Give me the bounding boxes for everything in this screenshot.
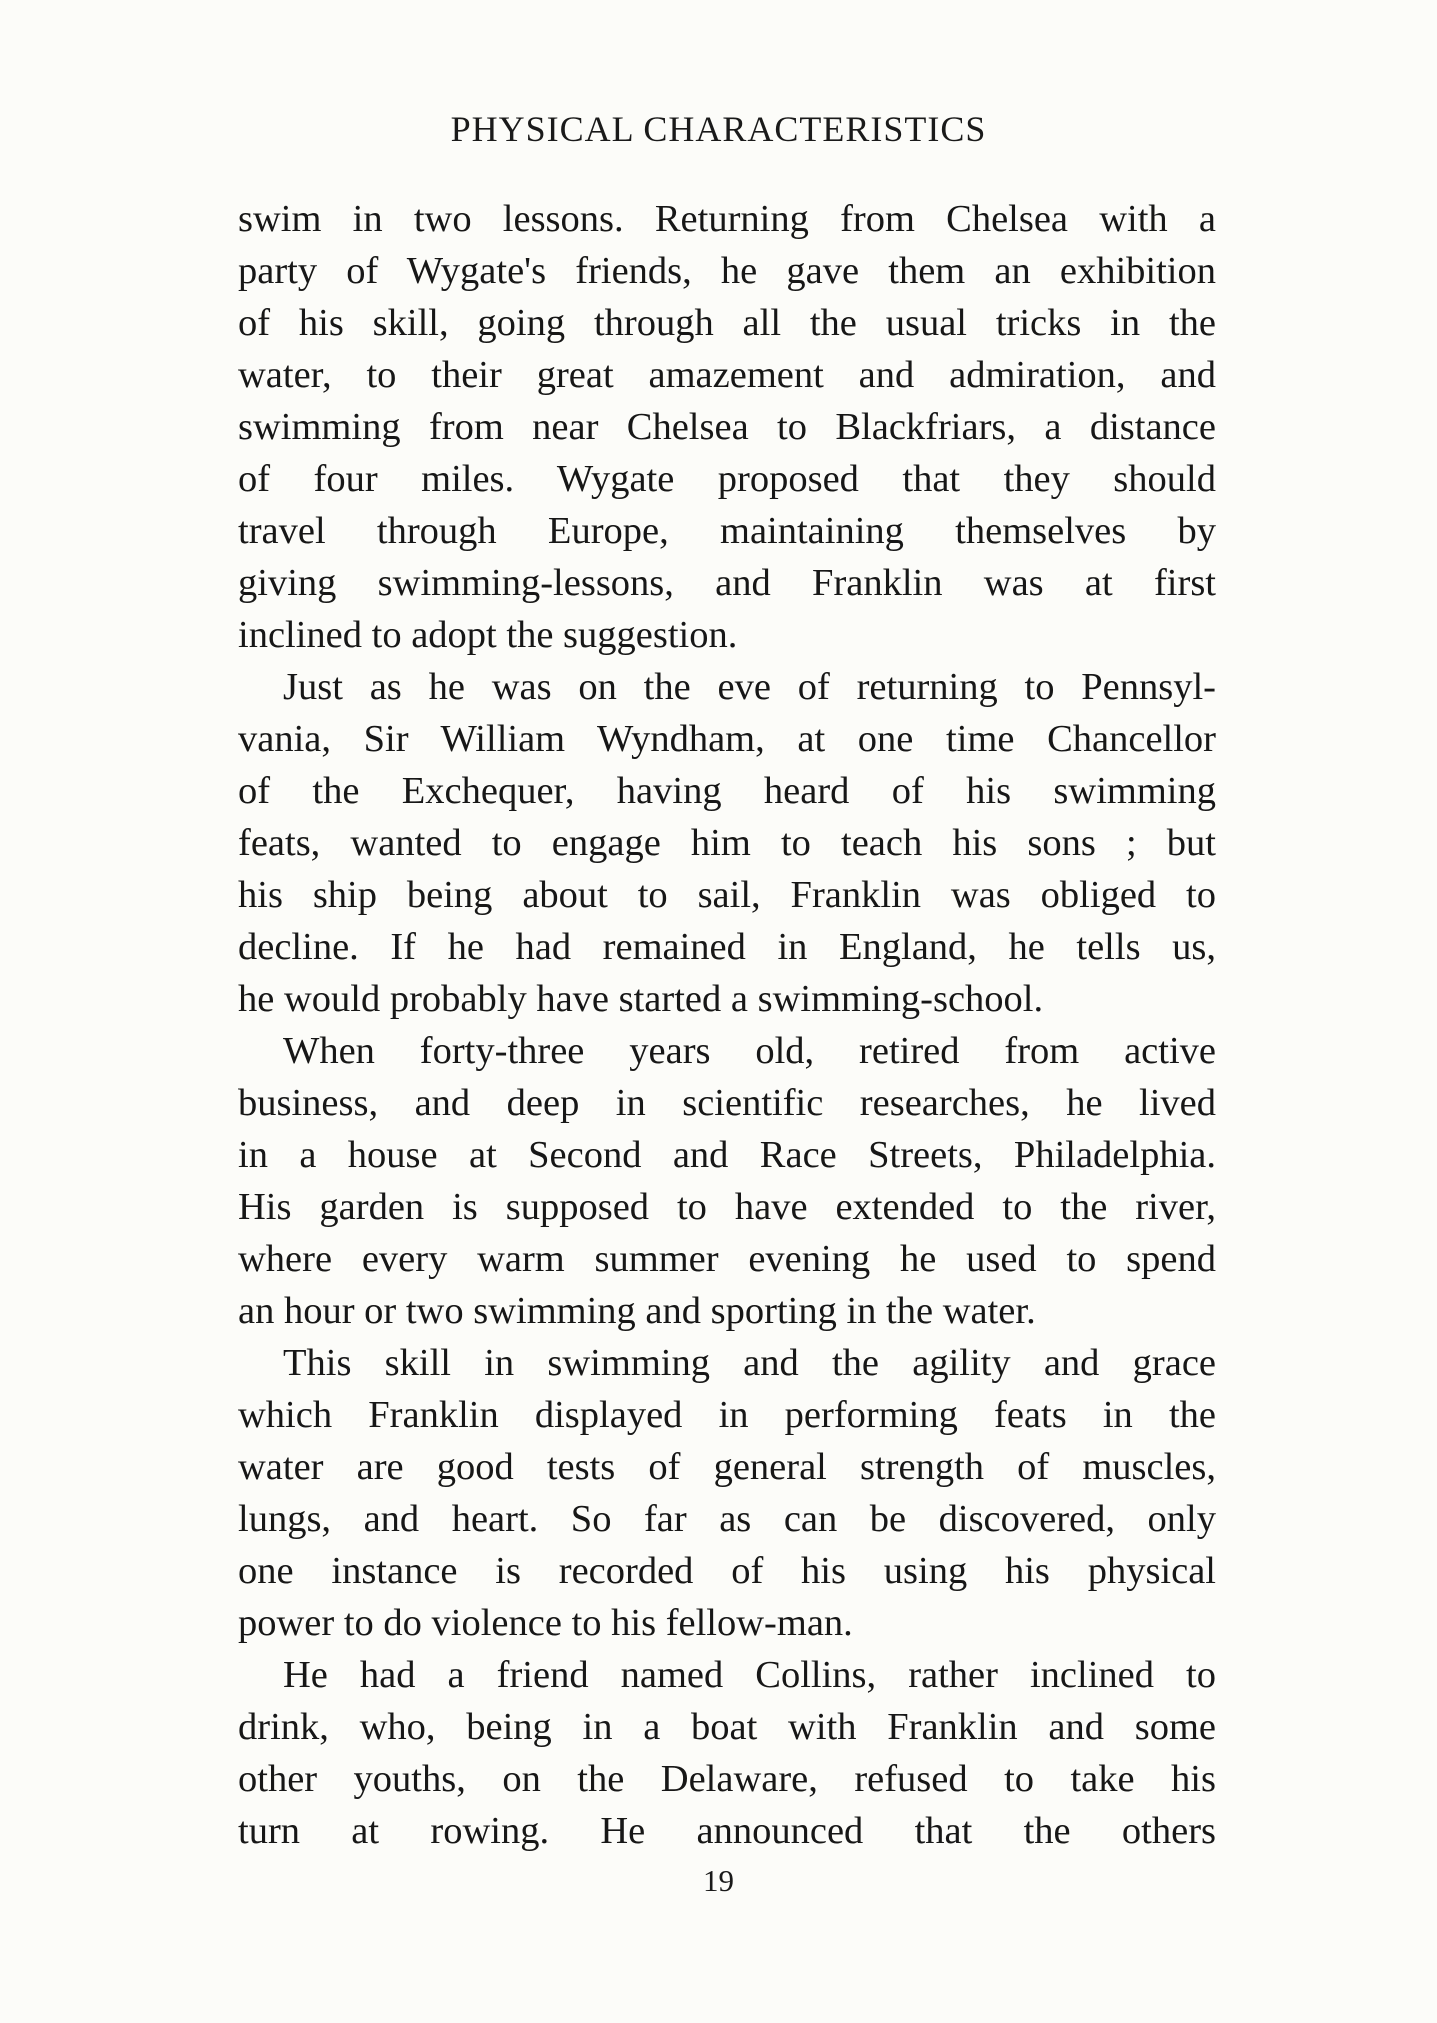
text-line: in a house at Second and Race Streets, Philadelphia. bbox=[238, 1134, 1216, 1176]
text-line: feats, wanted to engage him to teach his sons ; but bbox=[238, 822, 1216, 864]
paragraph bbox=[238, 193, 1216, 661]
text-line: travel through Europe, maintaining themselves by bbox=[238, 510, 1216, 552]
text-line: swimming from near Chelsea to Blackfriars, a distance bbox=[238, 406, 1216, 448]
text-line: His garden is supposed to have extended to the river, bbox=[238, 1186, 1216, 1228]
body-text bbox=[238, 193, 1216, 1857]
text-line: This skill in swimming and the agility and grace bbox=[283, 1342, 1216, 1384]
paragraph bbox=[238, 661, 1216, 1025]
text-line: turn at rowing. He announced that the others bbox=[238, 1810, 1216, 1852]
text-line: power to do violence to his fellow-man. bbox=[238, 1602, 853, 1644]
text-line: decline. If he had remained in England, he tells us, bbox=[238, 926, 1216, 968]
text-line: water, to their great amazement and admiration, and bbox=[238, 354, 1216, 396]
text-line: lungs, and heart. So far as can be discovered, only bbox=[238, 1498, 1216, 1540]
text-line: swim in two lessons. Returning from Chelsea with a bbox=[238, 198, 1216, 240]
text-line: other youths, on the Delaware, refused to take his bbox=[238, 1758, 1216, 1800]
paragraph bbox=[238, 1025, 1216, 1337]
text-line: where every warm summer evening he used to spend bbox=[238, 1238, 1216, 1280]
text-line: one instance is recorded of his using his physical bbox=[238, 1550, 1216, 1592]
text-line: his ship being about to sail, Franklin was obliged to bbox=[238, 874, 1216, 916]
text-line: which Franklin displayed in performing feats in the bbox=[238, 1394, 1216, 1436]
text-line: He had a friend named Collins, rather inclined to bbox=[283, 1654, 1216, 1696]
text-line: of the Exchequer, having heard of his swimming bbox=[238, 770, 1216, 812]
text-line: inclined to adopt the suggestion. bbox=[238, 614, 738, 656]
text-line: party of Wygate's friends, he gave them an exhibition bbox=[238, 250, 1216, 292]
text-line: he would probably have started a swimming-school. bbox=[238, 978, 1044, 1020]
running-head: PHYSICAL CHARACTERISTICS bbox=[450, 109, 987, 149]
text-line: drink, who, being in a boat with Franklin and some bbox=[238, 1706, 1216, 1748]
text-line: of his skill, going through all the usual tricks in the bbox=[238, 302, 1216, 344]
paragraph bbox=[238, 1649, 1216, 1857]
text-line: Just as he was on the eve of returning to Pennsyl- bbox=[283, 666, 1216, 708]
text-line: an hour or two swimming and sporting in the water. bbox=[238, 1290, 1036, 1332]
text-line: vania, Sir William Wyndham, at one time Chancellor bbox=[238, 718, 1216, 760]
page-number: 19 bbox=[703, 1863, 734, 1898]
text-line: giving swimming-lessons, and Franklin was at first bbox=[238, 562, 1216, 604]
text-line: water are good tests of general strength of muscles, bbox=[238, 1446, 1216, 1488]
text-line: When forty-three years old, retired from active bbox=[283, 1030, 1216, 1072]
paragraph bbox=[238, 1337, 1216, 1649]
text-line: business, and deep in scientific researches, he lived bbox=[238, 1082, 1216, 1124]
text-line: of four miles. Wygate proposed that they should bbox=[238, 458, 1216, 500]
